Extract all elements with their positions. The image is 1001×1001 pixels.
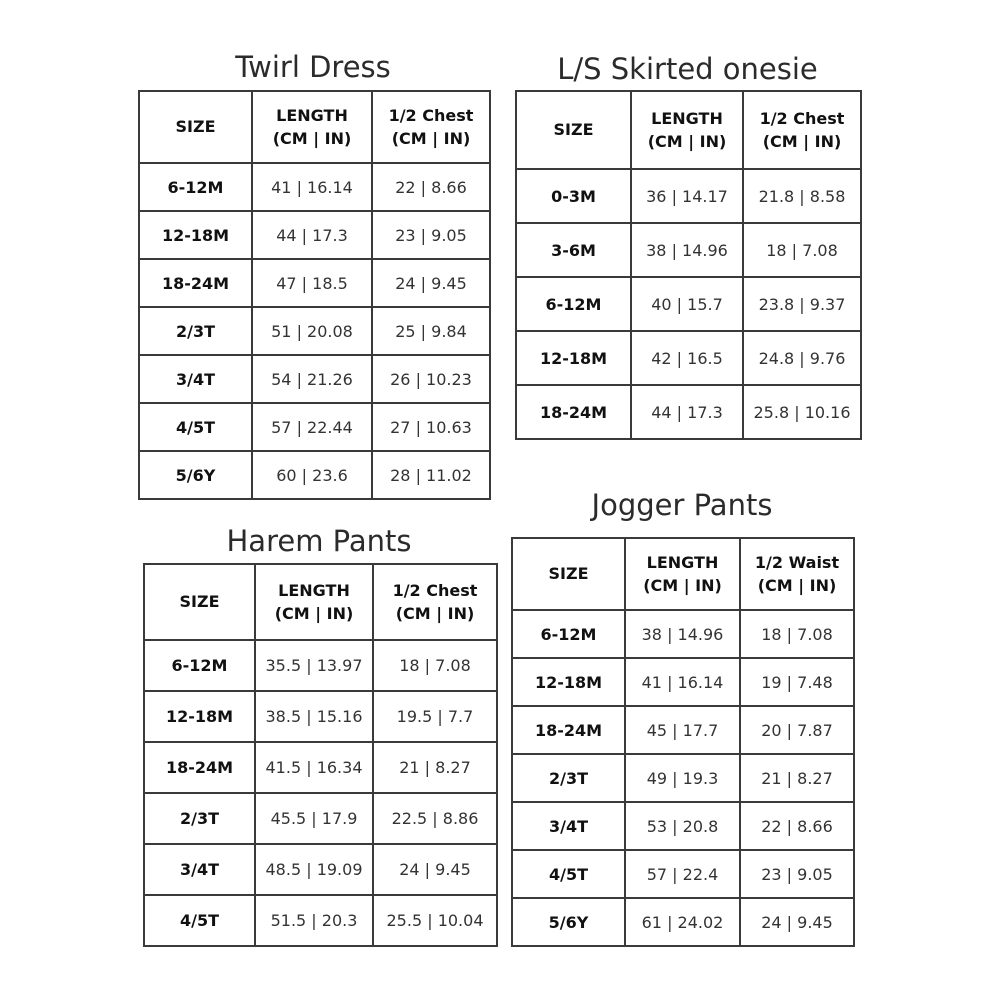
header-row [512,538,854,610]
size-cell: 18-24M [144,742,255,793]
table-row [139,307,490,355]
measure-cell: 18 | 7.08 [740,610,854,658]
measure-cell: 25.5 | 10.04 [373,895,497,946]
size-cell: 18-24M [516,385,631,439]
table-row [512,850,854,898]
length-cell: 51.5 | 20.3 [255,895,373,946]
table-row [512,610,854,658]
table-row [139,403,490,451]
table-row [516,277,861,331]
table-row [512,658,854,706]
size-cell: 4/5T [139,403,252,451]
size-header: SIZE [516,91,631,169]
size-cell: 12-18M [144,691,255,742]
size-cell: 6-12M [139,163,252,211]
measure-cell: 26 | 10.23 [372,355,490,403]
header-row [144,564,497,640]
table-row [516,223,861,277]
size-cell: 12-18M [139,211,252,259]
table-row [144,793,497,844]
table-row [144,691,497,742]
table-row [144,844,497,895]
measure-cell: 25 | 9.84 [372,307,490,355]
length-cell: 47 | 18.5 [252,259,372,307]
table-row [516,385,861,439]
size-header: SIZE [144,564,255,640]
size-cell: 2/3T [512,754,625,802]
measure-cell: 19.5 | 7.7 [373,691,497,742]
chest-header: 1/2 Chest (CM | IN) [743,91,861,169]
length-cell: 44 | 17.3 [252,211,372,259]
table-row [144,640,497,691]
measure-cell: 28 | 11.02 [372,451,490,499]
measure-cell: 21 | 8.27 [373,742,497,793]
length-cell: 51 | 20.08 [252,307,372,355]
size-cell: 6-12M [144,640,255,691]
table-row [139,211,490,259]
size-header: SIZE [512,538,625,610]
table-row [516,331,861,385]
measure-cell: 18 | 7.08 [743,223,861,277]
measure-cell: 22 | 8.66 [372,163,490,211]
table-row [139,163,490,211]
table-row [512,802,854,850]
length-cell: 57 | 22.44 [252,403,372,451]
table-row [512,898,854,946]
measure-cell: 21 | 8.27 [740,754,854,802]
length-header: LENGTH (CM | IN) [252,91,372,163]
measure-cell: 20 | 7.87 [740,706,854,754]
measure-cell: 24 | 9.45 [740,898,854,946]
measure-cell: 24.8 | 9.76 [743,331,861,385]
table-row [516,169,861,223]
size-cell: 3/4T [139,355,252,403]
size-cell: 2/3T [139,307,252,355]
measure-cell: 23 | 9.05 [740,850,854,898]
length-cell: 35.5 | 13.97 [255,640,373,691]
size-cell: 3/4T [144,844,255,895]
length-cell: 42 | 16.5 [631,331,743,385]
length-header: LENGTH (CM | IN) [255,564,373,640]
measure-cell: 21.8 | 8.58 [743,169,861,223]
length-cell: 45.5 | 17.9 [255,793,373,844]
measure-cell: 19 | 7.48 [740,658,854,706]
length-header: LENGTH (CM | IN) [631,91,743,169]
measure-cell: 23 | 9.05 [372,211,490,259]
length-cell: 60 | 23.6 [252,451,372,499]
measure-cell: 22 | 8.66 [740,802,854,850]
size-cell: 6-12M [512,610,625,658]
length-cell: 38 | 14.96 [631,223,743,277]
header-row [139,91,490,163]
size-table [143,563,498,947]
chest-header: 1/2 Chest (CM | IN) [372,91,490,163]
length-cell: 57 | 22.4 [625,850,740,898]
size-cell: 2/3T [144,793,255,844]
chart-title: Jogger Pants [591,488,773,522]
measure-cell: 27 | 10.63 [372,403,490,451]
length-cell: 48.5 | 19.09 [255,844,373,895]
chest-header: 1/2 Chest (CM | IN) [373,564,497,640]
length-cell: 38 | 14.96 [625,610,740,658]
size-cell: 12-18M [516,331,631,385]
measure-cell: 24 | 9.45 [372,259,490,307]
length-cell: 45 | 17.7 [625,706,740,754]
size-cell: 18-24M [512,706,625,754]
length-cell: 38.5 | 15.16 [255,691,373,742]
size-cell: 0-3M [516,169,631,223]
size-cell: 12-18M [512,658,625,706]
size-cell: 6-12M [516,277,631,331]
size-cell: 3-6M [516,223,631,277]
measure-cell: 24 | 9.45 [373,844,497,895]
chart-title: Twirl Dress [235,50,391,84]
length-cell: 36 | 14.17 [631,169,743,223]
table-row [512,754,854,802]
length-cell: 40 | 15.7 [631,277,743,331]
length-cell: 41 | 16.14 [625,658,740,706]
table-row [139,259,490,307]
measure-cell: 22.5 | 8.86 [373,793,497,844]
table-row [139,355,490,403]
header-row [516,91,861,169]
length-cell: 61 | 24.02 [625,898,740,946]
chart-title: L/S Skirted onesie [557,52,818,86]
size-cell: 5/6Y [139,451,252,499]
size-cell: 5/6Y [512,898,625,946]
size-cell: 4/5T [512,850,625,898]
length-cell: 41.5 | 16.34 [255,742,373,793]
size-table [511,537,855,947]
table-row [512,706,854,754]
length-cell: 44 | 17.3 [631,385,743,439]
table-row [144,895,497,946]
size-table [138,90,491,500]
table-row [144,742,497,793]
size-cell: 4/5T [144,895,255,946]
size-header: SIZE [139,91,252,163]
length-cell: 49 | 19.3 [625,754,740,802]
measure-cell: 23.8 | 9.37 [743,277,861,331]
size-cell: 3/4T [512,802,625,850]
measure-cell: 18 | 7.08 [373,640,497,691]
length-cell: 53 | 20.8 [625,802,740,850]
size-table [515,90,862,440]
waist-header: 1/2 Waist (CM | IN) [740,538,854,610]
length-cell: 54 | 21.26 [252,355,372,403]
chart-title: Harem Pants [226,524,412,558]
table-row [139,451,490,499]
length-header: LENGTH (CM | IN) [625,538,740,610]
measure-cell: 25.8 | 10.16 [743,385,861,439]
length-cell: 41 | 16.14 [252,163,372,211]
size-cell: 18-24M [139,259,252,307]
